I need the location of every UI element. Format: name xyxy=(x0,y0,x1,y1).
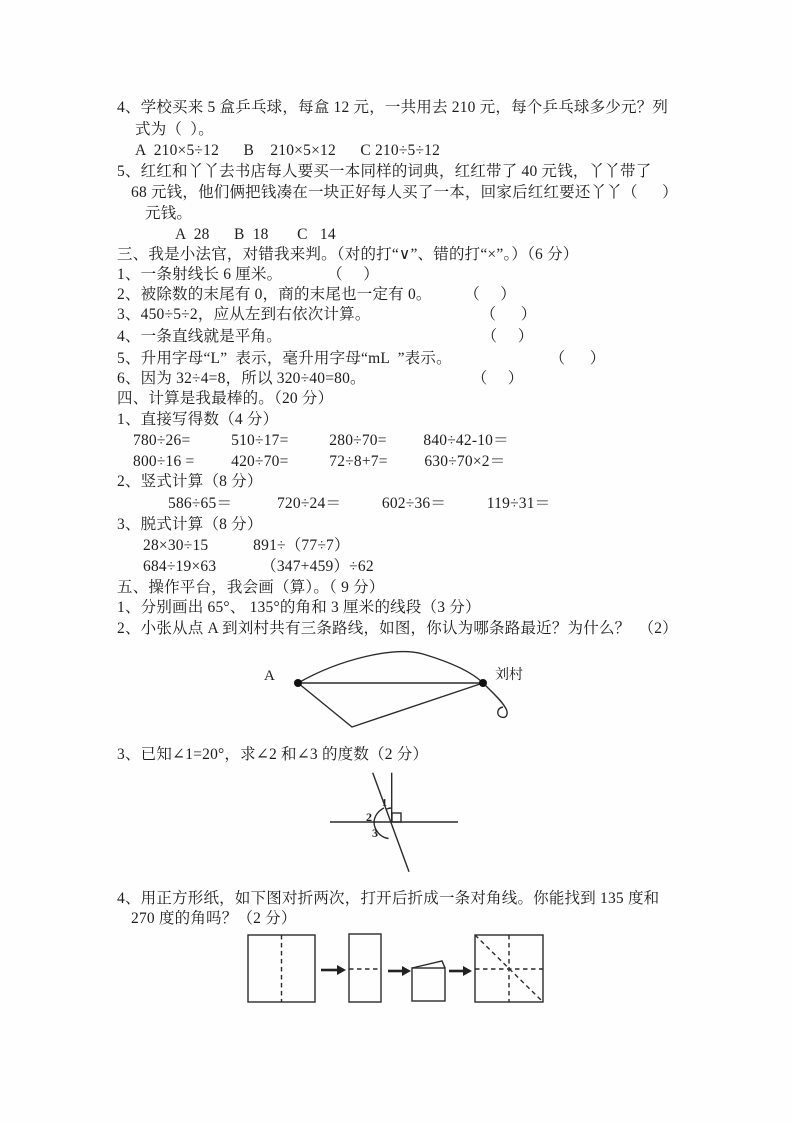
question-5-text-cont: 68 元钱，他们俩把钱凑在一块正好每人买了一本，回家后红红要还丫丫（ ） xyxy=(131,184,678,201)
draw-item-4: 4、用正方形纸，如下图对折两次，打开后折成一条对角线。你能找到 135 度和 xyxy=(117,890,660,907)
stepwise-calc-row-1: 28×30÷15 891÷（77÷7） xyxy=(143,537,350,554)
judge-item-1: 1、一条射线长 6 厘米。 （ ） xyxy=(117,266,379,283)
calc-subsection-2: 2、竖式计算（8 分） xyxy=(117,473,263,490)
fold-step3-flap xyxy=(412,961,445,968)
fold-step2-rect xyxy=(349,934,381,1002)
judge-item-6: 6、因为 32÷4=8，所以 320÷40=80。 （ ） xyxy=(117,370,524,387)
question-5-text: 5、红红和丫丫去书店每人要买一本同样的词典，红红带了 40 元钱，丫丫带了 xyxy=(117,163,652,180)
village-label: 刘村 xyxy=(495,668,523,683)
angle-1-arc xyxy=(387,808,392,809)
paper-folding-diagram xyxy=(240,928,550,1010)
right-angle-marker xyxy=(392,813,401,822)
judge-item-3: 3、450÷5÷2，应从左到右依次计算。 （ ） xyxy=(117,306,537,323)
section-4-heading: 四、计算是我最棒的。（20 分） xyxy=(117,390,334,407)
village-marker xyxy=(479,679,487,687)
fold-step3-square xyxy=(412,968,445,1001)
question-5-text-end: 元钱。 xyxy=(145,205,193,222)
arrow-right-icon xyxy=(388,966,411,976)
point-a-label: A xyxy=(264,668,275,684)
judge-item-5: 5、升用字母“L” 表示，毫升用字母“mL ”表示。 （ ） xyxy=(117,350,606,367)
angle-1-label: 1 xyxy=(382,798,387,809)
question-5-options: A 28 B 18 C 14 xyxy=(175,226,336,243)
section-5-heading: 五、操作平台，我会画（算）。（ 9 分） xyxy=(117,579,385,596)
judge-item-4: 4、一条直线就是平角。 （ ） xyxy=(117,328,534,345)
route-upper-curve xyxy=(298,652,507,718)
section-3-heading: 三、我是小法官，对错我来判。（对的打“∨”、错的打“×”。）（6 分） xyxy=(117,246,579,263)
question-4-text: 4、学校买来 5 盒乒乓球，每盒 12 元，一共用去 210 元，每个乒乓球多少元？列 xyxy=(117,99,669,116)
routes-diagram xyxy=(240,645,550,750)
question-4-options: A 210×5÷12 B 210×5×12 C 210÷5÷12 xyxy=(135,142,441,159)
point-a-marker xyxy=(294,679,302,687)
oral-calc-row-2: 800÷16 = 420÷70= 72÷8+7= 630÷70×2＝ xyxy=(133,453,506,470)
stepwise-calc-row-2: 684÷19×63 （347+459）÷62 xyxy=(143,558,374,575)
calc-subsection-1: 1、直接写得数（4 分） xyxy=(117,411,279,428)
draw-item-1: 1、分别画出 65°、 135°的角和 3 厘米的线段（3 分） xyxy=(117,599,481,616)
oral-calc-row-1: 780÷26= 510÷17= 280÷70= 840÷42-10＝ xyxy=(133,432,509,449)
vertical-calc-row: 586÷65＝ 720÷24＝ 602÷36＝ 119÷31＝ xyxy=(168,495,551,512)
arrow-right-icon xyxy=(449,966,472,976)
draw-item-2: 2、小张从点 A 到刘村共有三条路线，如图，你认为哪条路最近？为什么？ （2） xyxy=(117,620,678,637)
calc-subsection-3: 3、脱式计算（8 分） xyxy=(117,516,263,533)
angles-diagram xyxy=(318,765,468,880)
arrow-right-icon xyxy=(321,965,346,975)
judge-item-2: 2、被除数的末尾有 0，商的末尾也一定有 0。 （ ） xyxy=(117,286,516,303)
draw-item-3: 3、已知∠1=20°，求∠2 和∠3 的度数（2 分） xyxy=(117,746,429,763)
route-lower-path xyxy=(298,683,483,727)
question-4-text-cont: 式为（ ）。 xyxy=(135,121,214,138)
draw-item-4-cont: 270 度的角吗？（2 分） xyxy=(131,910,297,927)
angle-3-label: 3 xyxy=(372,826,378,840)
angle-2-label: 2 xyxy=(366,810,372,824)
